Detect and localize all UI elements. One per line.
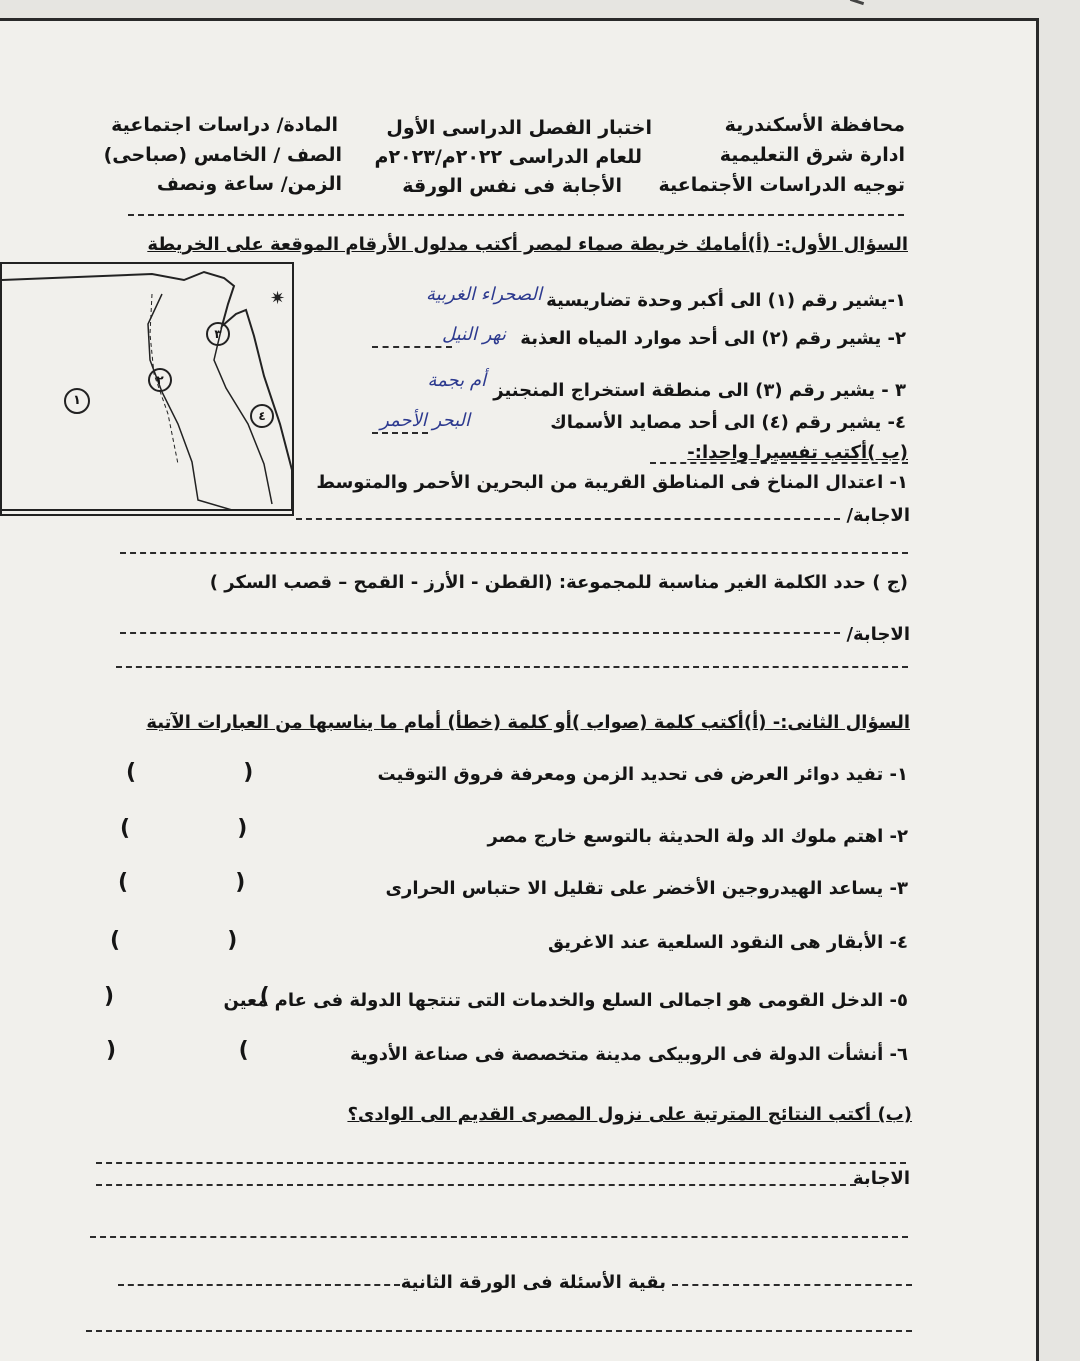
map-marker-2: ٢ <box>148 368 172 392</box>
q1-answer-4-line <box>372 432 428 434</box>
q1-b-line <box>650 462 908 464</box>
q1-item-3: ٣ - يشير رقم (٣) الى منطقة استخراج المنجنيز <box>493 380 906 401</box>
q1-item-2: ٢- يشير رقم (٢) الى أحد موارد المياه العذبة <box>520 328 906 349</box>
q1-c-answer-label: الاجابة/ <box>846 624 910 645</box>
q1-c-answer-line-2[interactable] <box>116 666 908 668</box>
q1-b-answer-label: الاجابة/ <box>846 505 910 526</box>
q2-item-1: ١- تفيد دوائر العرض فى تحديد الزمن ومعرفة فروق التوقيت <box>377 764 908 785</box>
q1-item-1: ١-يشير رقم (١) الى أكبر وحدة تضاريسية <box>546 290 906 311</box>
pen-mark <box>850 0 864 5</box>
map-marker-4: ٤ <box>250 404 274 428</box>
q2-item-4: ٤- الأبقار هى النقود السلعية عند الاغريق <box>547 932 908 953</box>
q2-b-title: (ب) أكتب النتائج المترتبة على نزول المصرى القديم الى الوادى؟ <box>347 1104 912 1125</box>
q2-b-answer-line-1[interactable] <box>96 1184 856 1186</box>
svg-text:✷: ✷ <box>270 288 286 309</box>
header-answer-note: الأجابة فى نفس الورقة <box>402 175 622 197</box>
header-directorate: توجيه الدراسات الأجتماعية <box>658 174 905 196</box>
q2-answer-slot-1[interactable]: ( ) <box>126 760 254 785</box>
map-marker-1: ١ <box>64 388 90 414</box>
q2-item-5: ٥- الدخل القومى هو اجمالى السلع والخدمات التى تنتجها الدولة فى عام معين <box>223 990 908 1011</box>
q1-c-answer-line-1[interactable] <box>120 632 840 634</box>
q2-answer-slot-3[interactable]: ( ) <box>118 870 246 895</box>
q2-item-2: ٢- اهتم ملوك الد ولة الحديثة بالتوسع خارج مصر <box>487 826 908 847</box>
header-duration: الزمن/ ساعة ونصف <box>156 173 342 195</box>
q2-item-6: ٦- أنشأت الدولة فى الروبيكى مدينة متخصصة فى صناعة الأدوية <box>349 1044 908 1065</box>
q1-answer-1[interactable]: الصحراء الغربية <box>425 284 542 305</box>
q1-b-title: (ب )أكتب تفسيرا واحدا:- <box>687 442 908 463</box>
footer-line-left <box>118 1284 400 1286</box>
q1-title: السؤال الأول:- (أ)أمامك خريطة صماء لمصر أكتب مدلول الأرقام الموقعة على الخريطة <box>147 234 908 255</box>
q1-item-4: ٤- يشير رقم (٤) الى أحد مصايد الأسماك <box>550 412 906 433</box>
q2-b-answer-line-0[interactable] <box>96 1162 906 1164</box>
map-marker-3: ٣ <box>206 322 230 346</box>
egypt-map-outline <box>2 264 292 514</box>
header-exam-title: اختبار الفصل الدراسى الأول <box>386 117 652 139</box>
egypt-blank-map <box>0 262 294 516</box>
q1-b-answer-line-1[interactable] <box>296 518 840 520</box>
q1-c-title: (ج ) حدد الكلمة الغير مناسبة للمجموعة: (القطن - الأرز - القمح – قصب السكر ) <box>209 572 908 593</box>
header-governorate: محافظة الأسكندرية <box>724 114 905 136</box>
q2-item-3: ٣- يساعد الهيدروجين الأخضر على تقليل الا حتباس الحرارى <box>385 878 908 899</box>
header-grade: الصف / الخامس (صباحى) <box>103 144 342 166</box>
q1-answer-2-line <box>372 346 452 348</box>
q1-b-answer-line-2[interactable] <box>120 552 908 554</box>
q2-answer-slot-2[interactable]: ( ) <box>120 816 248 841</box>
q1-answer-3[interactable]: أم بجمة <box>427 370 486 391</box>
q1-b-item: ١- اعتدال المناخ فى المناطق القريبة من البحرين الأحمر والمتوسط <box>316 472 908 493</box>
q2-b-answer-label: الاجابة <box>853 1168 910 1189</box>
header-divider <box>128 214 904 216</box>
exam-paper <box>0 18 1039 1361</box>
q1-answer-2[interactable]: نهر النيل <box>442 324 506 345</box>
q2-b-answer-line-2[interactable] <box>90 1236 908 1238</box>
header-school-year: للعام الدراسى ٢٠٢٢م/٢٠٢٣م <box>374 146 642 168</box>
q1-answer-4[interactable]: البحر الأحمر <box>380 410 470 431</box>
footer-line-right <box>672 1284 912 1286</box>
q2-answer-slot-6[interactable]: ) ( <box>106 1038 249 1063</box>
footer-note: بقية الأسئلة فى الورقة الثانية <box>400 1272 666 1293</box>
q2-answer-slot-5[interactable]: ) ( <box>104 984 270 1009</box>
q2-answer-slot-4[interactable]: ( ) <box>110 928 238 953</box>
q2-title: السؤال الثانى:- (أ)أكتب كلمة (صواب )أو كلمة (خطأ) أمام ما يناسبها من العبارات الآتية <box>146 712 910 733</box>
footer-bottom-line <box>86 1330 912 1332</box>
header-subject: المادة/ دراسات اجتماعية <box>111 114 338 136</box>
header-administration: ادارة شرق التعليمية <box>719 144 905 166</box>
